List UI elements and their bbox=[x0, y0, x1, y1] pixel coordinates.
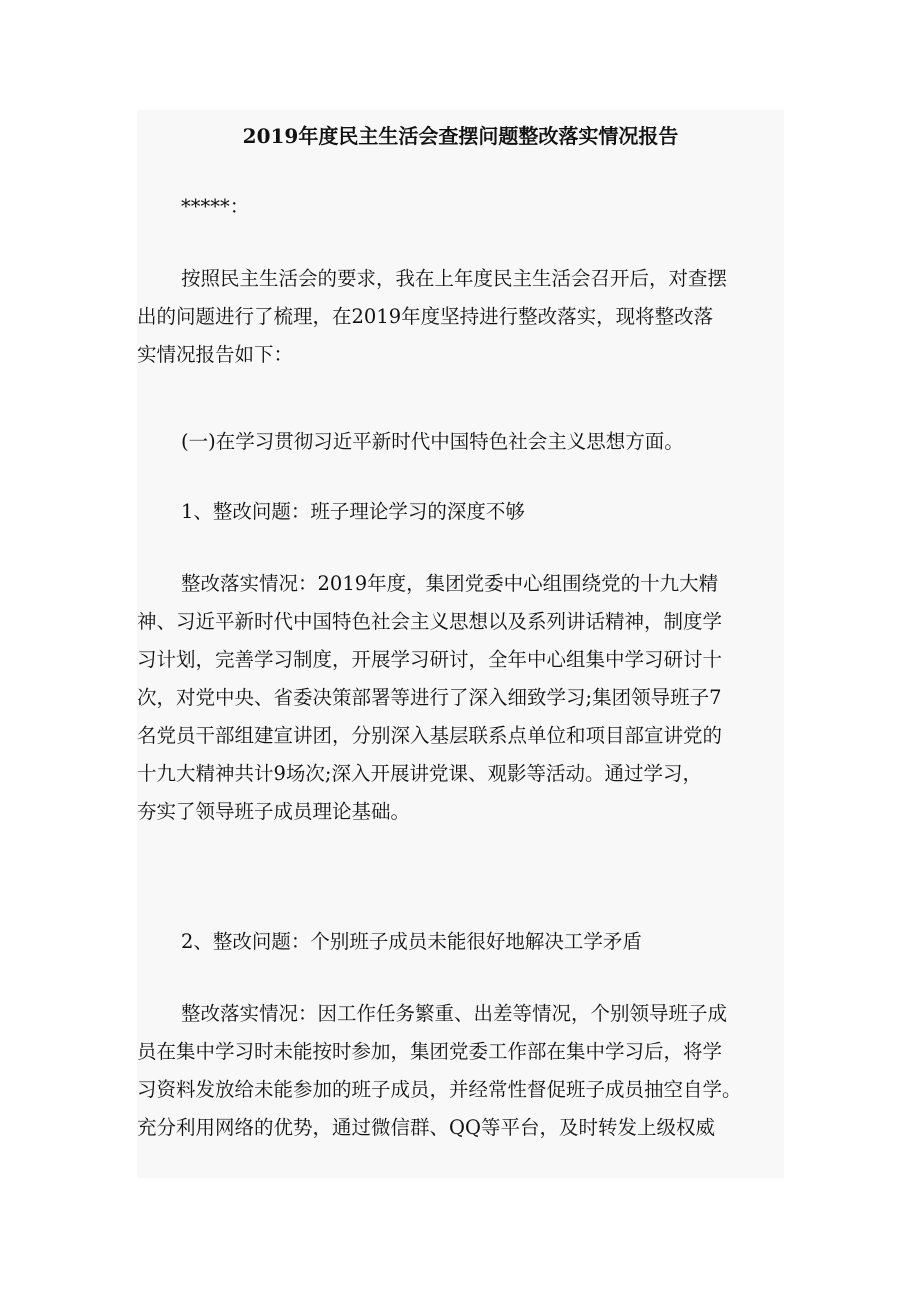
item1-status-line-7: 夯实了领导班子成员理论基础。 bbox=[137, 800, 411, 823]
item1-problem-line: 1、整改问题：班子理论学习的深度不够 bbox=[181, 500, 525, 523]
salutation bbox=[137, 188, 784, 226]
item1-status-paragraph bbox=[137, 565, 784, 831]
intro-line-1: 按照民主生活会的要求，我在上年度民主生活会召开后，对查摆 bbox=[181, 267, 728, 290]
item1-status-line-1: 整改落实情况：2019年度，集团党委中心组围绕党的十九大精 bbox=[181, 572, 719, 595]
section-heading-line: (一)在学习贯彻习近平新时代中国特色社会主义思想方面。 bbox=[181, 430, 684, 453]
item2-status-line-1: 整改落实情况：因工作任务繁重、出差等情况，个别领导班子成 bbox=[181, 1002, 728, 1025]
item2-status-paragraph bbox=[137, 995, 784, 1147]
item1-status-line-3: 习计划，完善学习制度，开展学习研讨，全年中心组集中学习研讨十 bbox=[137, 648, 723, 671]
intro-line-3: 实情况报告如下： bbox=[137, 343, 294, 366]
item1-status-line-5: 名党员干部组建宣讲团，分别深入基层联系点单位和项目部宣讲党的 bbox=[137, 724, 723, 747]
salutation-line: *****： bbox=[181, 195, 250, 218]
item2-status-line-3: 习资料发放给未能参加的班子成员，并经常性督促班子成员抽空自学。 bbox=[137, 1078, 742, 1101]
item1-status-line-2: 神、习近平新时代中国特色社会主义思想以及系列讲话精神，制度学 bbox=[137, 610, 723, 633]
section-heading bbox=[137, 423, 784, 461]
item2-problem-line: 2、整改问题：个别班子成员未能很好地解决工学矛盾 bbox=[181, 930, 642, 953]
item2-status-line-2: 员在集中学习时未能按时参加，集团党委工作部在集中学习后，将学 bbox=[137, 1040, 723, 1063]
intro-line-2: 出的问题进行了梳理，在2019年度坚持进行整改落实，现将整改落 bbox=[137, 305, 714, 328]
item2-status-line-4: 充分利用网络的优势，通过微信群、QQ等平台，及时转发上级权威 bbox=[137, 1116, 715, 1139]
intro-paragraph bbox=[137, 260, 784, 374]
item1-problem bbox=[137, 493, 784, 531]
item1-status-line-6: 十九大精神共计9场次;深入开展讲党课、观影等活动。通过学习， bbox=[137, 762, 702, 785]
item1-status-line-4: 次，对党中央、省委决策部署等进行了深入细致学习;集团领导班子7 bbox=[137, 686, 722, 709]
document-page bbox=[137, 110, 784, 1178]
document-title: 2019年度民主生活会查摆问题整改落实情况报告 bbox=[242, 124, 679, 148]
item2-problem bbox=[137, 923, 784, 961]
